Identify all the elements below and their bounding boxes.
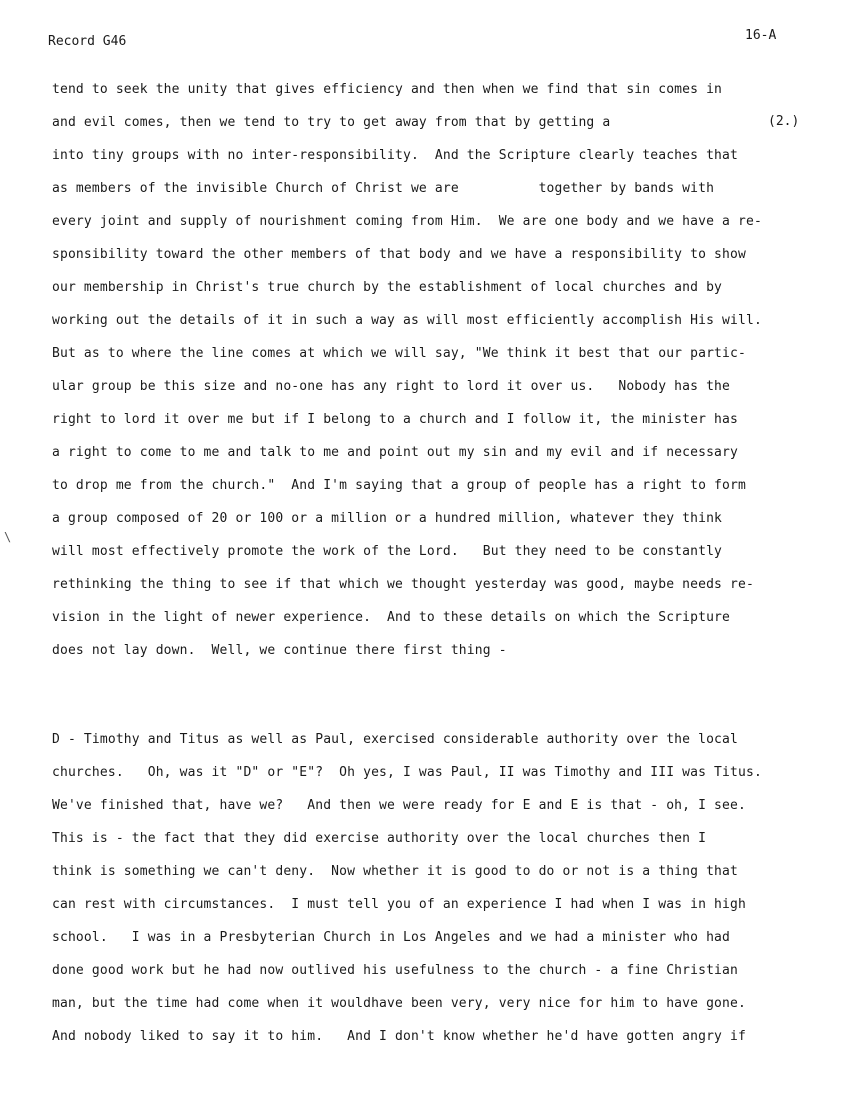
text-line: This is - the fact that they did exercise authority over the local churches then I [52,831,707,846]
text-line: does not lay down. Well, we continue there first thing - [52,643,507,658]
text-line: man, but the time had come when it wouldhave been very, very nice for him to have gone. [52,996,746,1011]
text-line: But as to where the line comes at which we will say, "We think it best that our partic- [52,346,746,361]
text-line: right to lord it over me but if I belong to a church and I follow it, the minister has [52,412,738,427]
text-line: rethinking the thing to see if that which we thought yesterday was good, maybe needs re- [52,577,754,592]
text-line: into tiny groups with no inter-responsibility. And the Scripture clearly teaches that [52,148,738,163]
text-line: every joint and supply of nourishment coming from Him. We are one body and we have a re- [52,214,762,229]
page-number: 16-A [745,28,777,43]
text-line: a right to come to me and talk to me and point out my sin and my evil and if necessary [52,445,738,460]
text-line: our membership in Christ's true church by the establishment of local churches and by [52,280,723,295]
text-line: a group composed of 20 or 100 or a million or a hundred million, whatever they think [52,511,723,526]
text-line: And nobody liked to say it to him. And I don't know whether he'd have gotten angry if [52,1029,746,1044]
stray-mark: \ [4,530,12,544]
text-line: to drop me from the church." And I'm saying that a group of people has a right to form [52,478,746,493]
margin-note: (2.) [768,114,800,129]
text-line: D - Timothy and Titus as well as Paul, exercised considerable authority over the local [52,732,738,747]
text-line: school. I was in a Presbyterian Church in Los Angeles and we had a minister who had [52,930,731,945]
text-line: We've finished that, have we? And then we were ready for E and E is that - oh, I see. [52,798,746,813]
text-line: as members of the invisible Church of Christ we are together by bands with [52,181,715,196]
text-line: working out the details of it in such a way as will most efficiently accomplish His will. [52,313,762,328]
text-line: ular group be this size and no-one has any right to lord it over us. Nobody has the [52,379,731,394]
text-line: can rest with circumstances. I must tell you of an experience I had when I was in high [52,897,746,912]
record-label: Record G46 [48,34,127,49]
text-line: done good work but he had now outlived his usefulness to the church - a fine Christian [52,963,738,978]
text-line: think is something we can't deny. Now whether it is good to do or not is a thing that [52,864,738,879]
text-line: sponsibility toward the other members of that body and we have a responsibility to show [52,247,746,262]
text-line: and evil comes, then we tend to try to get away from that by getting a [52,115,611,130]
text-line: churches. Oh, was it "D" or "E"? Oh yes, I was Paul, II was Timothy and III was Titus. [52,765,762,780]
text-line: will most effectively promote the work of the Lord. But they need to be constantly [52,544,723,559]
text-line: vision in the light of newer experience. And to these details on which the Scripture [52,610,731,625]
text-line: tend to seek the unity that gives efficiency and then when we find that sin comes in [52,82,723,97]
